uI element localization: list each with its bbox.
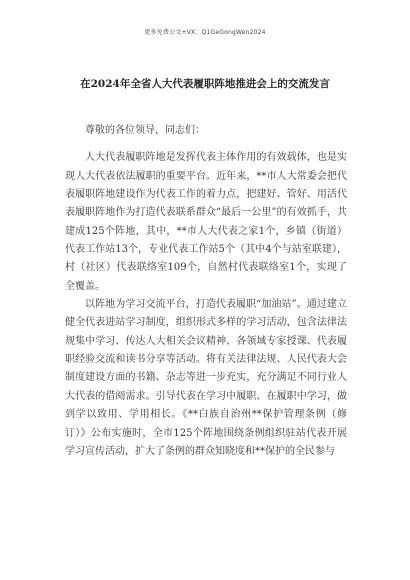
document-title: 在2024年全省人大代表履职阵地推进会上的交流发言: [80, 78, 330, 90]
salutation: 尊敬的各位领导，同志们：: [85, 125, 205, 136]
document-body: [65, 122, 347, 461]
paragraph-1: 人大代表履职阵地是发挥代表主体作用的有效载体，也是实现人大代表依法履职的重要平台。近年来，**市人大常委会把代表履职阵地建设作为代表工作的着力点，把建好、管好、用活代表履职阵地作为打造代表联系群众“最后一公里”的有效抓手，共建成125个阵地，其中，**市人大代表之家1个，乡镇（街道）代表工作站13个，专业代表工作站5个（其中4个与站室联建），村（社区）代表联络室109个，自然村代表联络室1个，实现了全覆盖。: [65, 152, 347, 292]
header-note: 更多免费公文+VX：Q1GeGongWen2024: [144, 29, 266, 36]
paragraph-2: 以阵地为学习交流平台，打造代表履职“加油站”。通过建立健全代表进站学习制度，组织形式多样的学习活动，包含法律法规集中学习、传达人大相关会议精神、各领域专家授课、代表履职经验交流和读书分享等活动。将有关法律法规、人民代表大会制度建设方面的书籍、杂志等进一步充实，充分满足不同行业人大代表的借阅需求。引导代表在学习中履职、在履职中学习，做到学以致用、学用相长。《**白族自治州**保护管理条例（修订）》公布实施时，全市125个阵地围绕条例组织驻站代表开展学习宣传活动，扩大了条例的群众知晓度和**保护的全民参与: [65, 299, 347, 457]
